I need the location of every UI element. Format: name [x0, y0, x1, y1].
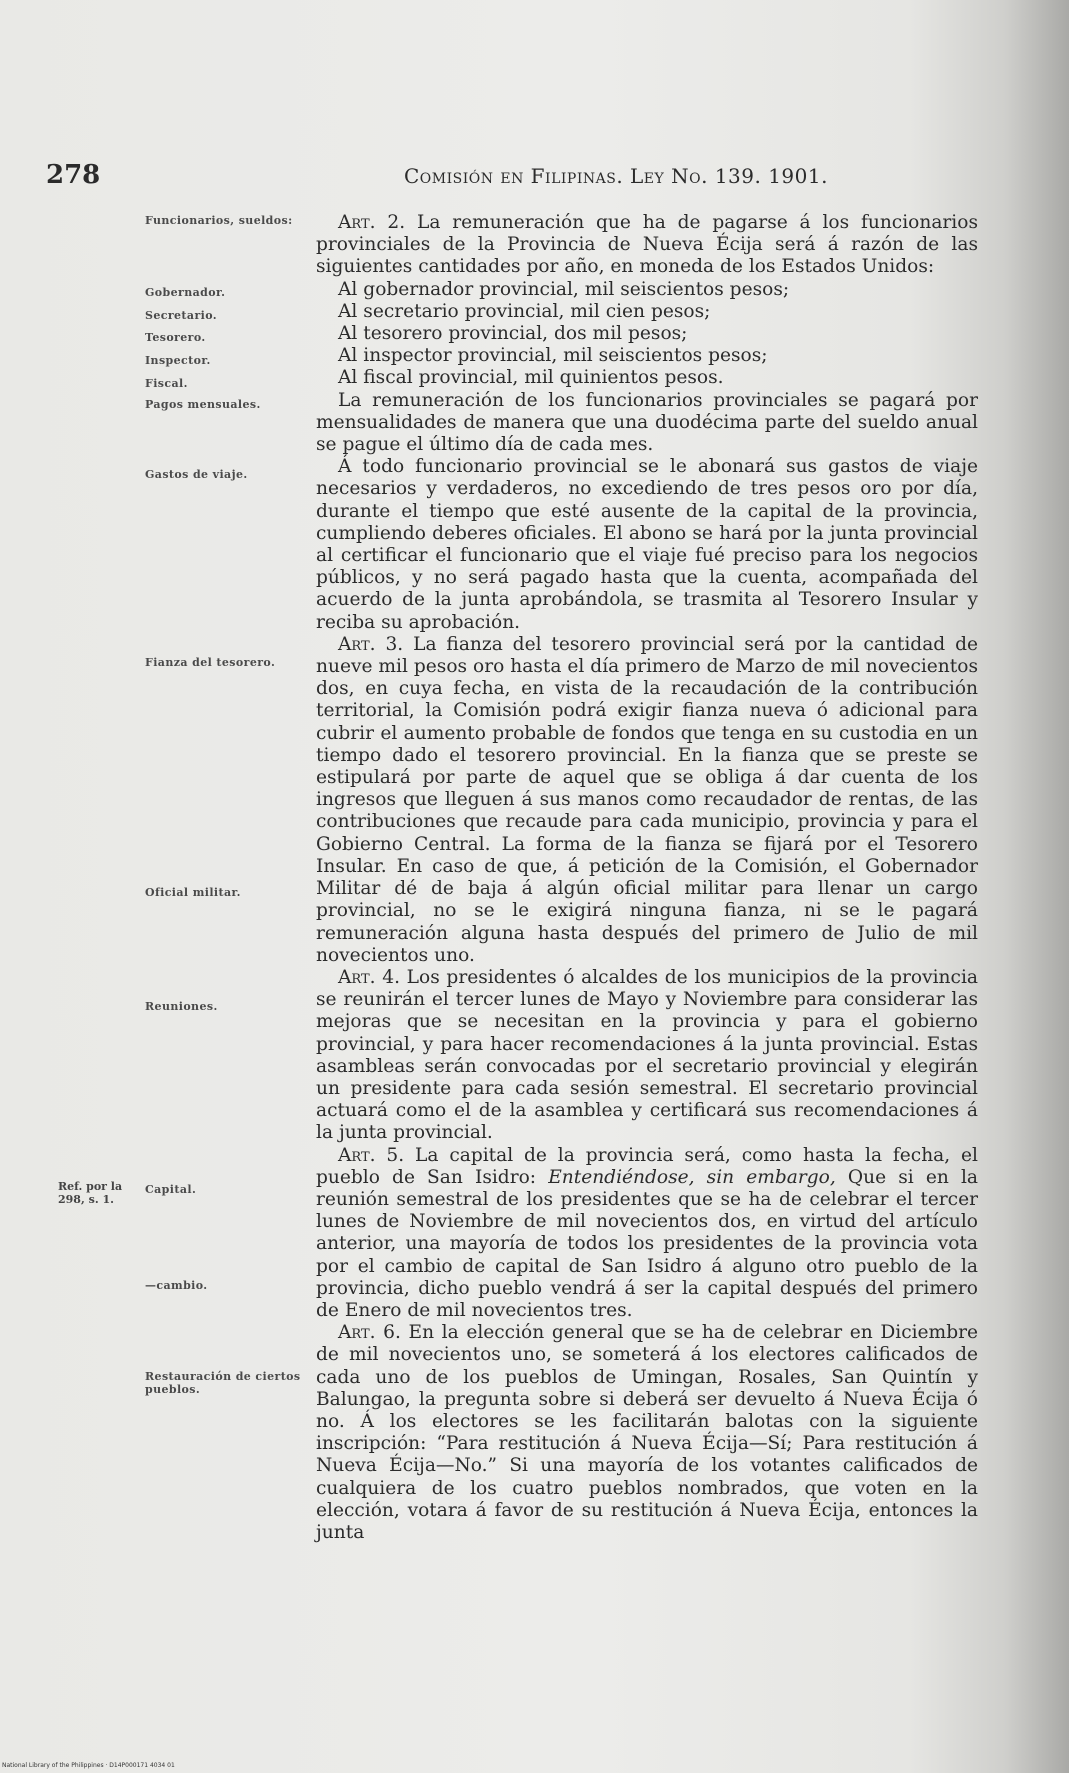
sidenote-fiscal: Fiscal. — [145, 377, 188, 390]
paragraph-pagos-mensuales: La remuneración de los funcionarios provinciales se pagará por mensualidades de manera que una duodécima parte del sueldo anual se pague el último día de cada mes. — [316, 389, 978, 456]
sidenote-oficial-militar: Oficial militar. — [145, 886, 241, 899]
salary-gobernador: Al gobernador provincial, mil seiscientos pesos; — [338, 278, 790, 300]
article-5 — [316, 1145, 978, 1323]
salary-secretario: Al secretario provincial, mil cien pesos; — [338, 300, 711, 322]
sidenote-cambio: —cambio. — [145, 1279, 208, 1292]
page-number: 278 — [46, 160, 101, 190]
article-2 — [316, 212, 978, 279]
article-3-text: La fianza del tesorero provincial será por la cantidad de nueve mil pesos oro hasta el día primero de Marzo de mil novecientos dos, en cuya fecha, en vista de la recaudación de la contribución territorial, la Comisión podrá exigir fianza nueva ó adicional para cubrir el aumento probable de fondos que tenga en su custodia en un tiempo dado el tesorero provincial. En la fianza que se preste se estipulará por parte de aquel que se obliga á dar cuenta de los ingresos que lleguen á sus manos como recaudador de rentas, de las contribuciones que recaude para cada municipio, provincia y para el Gobierno Central. La forma de la fianza se fijará por el Tesorero Insular. En caso de que, á petición de la Comisión, el Gobernador Militar dé de baja á algún oficial militar para llenar un cargo provincial, no se le exigirá ninguna fianza, ni se le pagará remuneración alguna hasta después del primero de Julio de mil novecientos uno. — [316, 633, 978, 966]
paragraph-gastos-viaje: Á todo funcionario provincial se le abonará sus gastos de viaje necesarios y verdaderos, no excediendo de tres pesos oro por día, durante el tiempo que esté ausente de la capital de la provincia, cumpliendo deberes oficiales. El abono se hará por la junta provincial al certificar el funcionario que el viaje fué preciso para los negocios públicos, y no será pagado hasta que la cuenta, acompañada del acuerdo de la junta aprobándola, se trasmita al Tesorero Insular y reciba su aprobación. — [316, 456, 978, 633]
article-5-italic-proviso: Entendiéndose, sin embargo, — [548, 1166, 836, 1188]
article-5-text-a: La capital de la provincia será, como hasta la fecha, el pueblo de San Isidro: — [316, 1144, 978, 1188]
article-3-lead: Art. 3. — [338, 633, 404, 655]
reference-margin-note: Ref. por la 298, s. 1. — [58, 1180, 123, 1206]
article-4-text: Los presidentes ó alcaldes de los municipios de la provincia se reunirán el tercer lunes de Mayo y Noviembre para considerar las mejoras que se necesitan en la provincia y para el gobierno provincial, y para hacer recomendaciones á la junta provincial. Estas asambleas serán convocadas por el secretario provincial y elegirán un presidente para cada sesión semestral. El secretario provincial actuará como el de la asamblea y certificará sus recomendaciones á la junta provincial. — [316, 966, 978, 1144]
salary-tesorero: Al tesorero provincial, dos mil pesos; — [338, 323, 688, 345]
page-header — [46, 160, 886, 194]
library-imprint: National Library of the Philippines · D14P000171 4034 01 — [2, 1762, 175, 1769]
article-6-lead: Art. 6. — [338, 1322, 401, 1344]
sidenote-inspector: Inspector. — [145, 354, 211, 367]
sidenote-gobernador: Gobernador. — [145, 286, 226, 299]
article-2-text: La remuneración que ha de pagarse á los funcionarios provinciales de la Provincia de Nueva Écija será á razón de las siguientes cantidades por año, en moneda de los Estados Unidos: — [316, 212, 978, 278]
sidenote-secretario: Secretario. — [145, 309, 217, 322]
salary-inspector: Al inspector provincial, mil seiscientos pesos; — [338, 345, 768, 367]
running-title: Comisión en Filipinas. Ley No. 139. 1901. — [404, 164, 828, 188]
sidenote-pagos-mensuales: Pagos mensuales. — [145, 398, 261, 411]
sidenote-reuniones: Reuniones. — [145, 1000, 218, 1013]
article-5-text-b: Que si en la reunión semestral de los presidentes que se ha de celebrar el tercer lunes de Noviembre de mil novecientos dos, en virtud del artículo anterior, una mayoría de todos los presidentes de la provincia vota por el cambio de capital de San Isidro á alguno otro pueblo de la provincia, dicho pueblo vendrá á ser la capital después del primero de Enero de mil novecientos tres. — [316, 1166, 978, 1321]
statute-body — [316, 212, 978, 1544]
sidenote-tesorero: Tesorero. — [145, 331, 206, 344]
sidenote-restauracion: Restauración de ciertos pueblos. — [145, 1370, 301, 1396]
sidenote-capital: Capital. — [145, 1183, 197, 1196]
article-5-lead: Art. 5. — [338, 1144, 405, 1166]
sidenote-fianza-tesorero: Fianza del tesorero. — [145, 656, 276, 669]
article-2-lead: Art. 2. — [338, 212, 406, 233]
sidenote-funcionarios: Funcionarios, sueldos: — [145, 214, 293, 227]
article-4-lead: Art. 4. — [338, 966, 400, 988]
article-6-text: En la elección general que se ha de celebrar en Diciembre de mil novecientos uno, se someterá á los electores calificados de cada uno de los pueblos de Umingan, Rosales, San Quintín y Balungao, la pregunta sobre si deberá ser devuelto á Nueva Écija ó no. Á los electores se les facilitarán balotas con la siguiente inscripción: “Para restitución á Nueva Écija—Sí; Para restitución á Nueva Écija—No.” Si una mayoría de los votantes calificados de cualquiera de los cuatro pueblos nombrados, que voten en la elección, votara á favor de su restitución á Nueva Écija, entonces la junta — [316, 1322, 978, 1543]
article-3 — [316, 634, 978, 967]
article-6 — [316, 1322, 978, 1544]
salary-fiscal: Al fiscal provincial, mil quinientos pesos. — [338, 367, 724, 389]
sidenote-gastos-viaje: Gastos de viaje. — [145, 468, 248, 481]
article-4 — [316, 967, 978, 1145]
